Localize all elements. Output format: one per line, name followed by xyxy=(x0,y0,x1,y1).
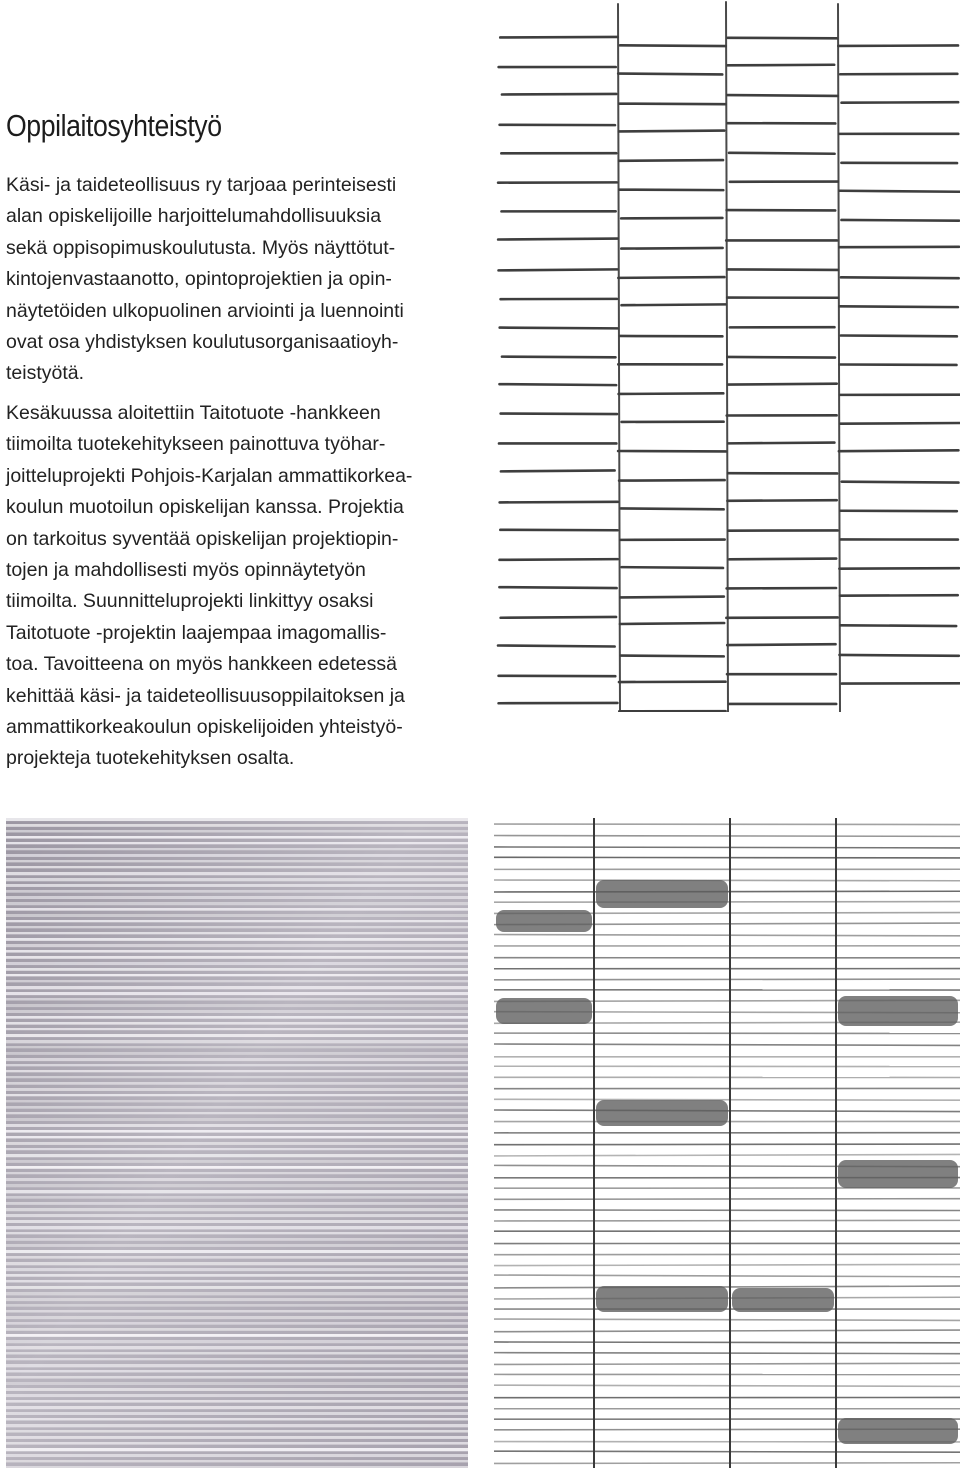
shaded-band xyxy=(496,910,592,932)
texture-stripe xyxy=(6,1076,468,1078)
texture-stripe xyxy=(6,1406,468,1409)
sketch-stroke xyxy=(728,65,834,66)
sketch-stroke xyxy=(494,1451,960,1452)
texture-stripe xyxy=(6,1292,468,1295)
text-line: tojen ja mahdollisesti myös opinnäytetyön xyxy=(6,559,366,582)
text-line: sekä oppisopimuskoulutusta. Myös näyttötut- xyxy=(6,236,396,259)
sketch-stroke xyxy=(494,1044,960,1045)
sketch-stroke xyxy=(840,191,960,192)
sketch-stroke xyxy=(501,470,615,471)
texture-stripe xyxy=(6,974,468,976)
texture-stripe xyxy=(6,926,468,928)
texture-stripe xyxy=(6,1442,468,1445)
page-title: Oppilaitosyhteistyö xyxy=(6,108,222,143)
sketch-stroke xyxy=(841,625,956,626)
texture-stripe xyxy=(6,1370,468,1372)
texture-stripe xyxy=(6,872,468,875)
sketch-stroke xyxy=(494,1363,960,1364)
texture-stripe xyxy=(6,1352,468,1355)
texture-stripe xyxy=(6,854,468,857)
texture-stripe xyxy=(6,1334,468,1337)
sketch-stroke xyxy=(621,248,722,249)
texture-stripe xyxy=(6,938,468,941)
texture-stripe xyxy=(6,968,468,971)
texture-stripe xyxy=(6,1016,468,1019)
texture-stripe xyxy=(6,998,468,1001)
texture-stripe xyxy=(6,1082,468,1085)
texture-stripe xyxy=(6,1028,468,1030)
sketch-stroke xyxy=(728,269,838,270)
text-line: on tarkoitus syventää opiskelijan projektiopin- xyxy=(6,527,399,550)
texture-stripe xyxy=(6,950,468,953)
text-line: kintojenvastaanotto, opintoprojektien ja opin- xyxy=(6,268,392,291)
texture-stripe xyxy=(6,1286,468,1289)
sketch-stroke xyxy=(498,239,618,240)
sketch-stroke xyxy=(621,508,724,509)
texture-stripe xyxy=(6,1412,468,1415)
sketch-stroke xyxy=(839,568,959,569)
sketch-stroke xyxy=(727,644,835,645)
texture-stripe xyxy=(6,1298,468,1301)
texture-stripe xyxy=(6,896,468,899)
texture-stripe xyxy=(6,1064,468,1066)
texture-stripe xyxy=(6,1172,468,1174)
texture-stripe xyxy=(6,1268,468,1271)
texture-stripe xyxy=(6,1322,468,1325)
text-line: tiimoilta. Suunnitteluprojekti linkittyy osaksi xyxy=(6,590,374,613)
texture-stripe xyxy=(6,962,468,965)
texture-stripe xyxy=(6,1340,468,1343)
sketch-stroke xyxy=(494,1099,960,1100)
shaded-sketch xyxy=(494,818,960,1468)
texture-stripe xyxy=(6,944,468,947)
text-line: Käsi- ja taideteollisuus ry tarjoaa perinteisesti xyxy=(6,174,397,196)
texture-stripe xyxy=(6,890,468,893)
sketch-stroke xyxy=(494,1385,960,1386)
sketch-stroke xyxy=(728,384,837,385)
sketch-stroke xyxy=(500,502,618,503)
texture-stripe xyxy=(6,956,468,959)
sketch-stroke xyxy=(494,857,960,858)
shaded-band xyxy=(496,998,592,1024)
text-line: ovat osa yhdistyksen koulutusorganisaatioyh- xyxy=(6,331,399,354)
sketch-stroke xyxy=(621,656,724,657)
sketch-stroke xyxy=(494,1342,960,1343)
sketch-stroke xyxy=(619,393,724,394)
texture-stripe xyxy=(6,1154,468,1157)
text-line: Taitotuote -projektin laajempaa imagomallis- xyxy=(6,621,387,644)
sketch-stroke xyxy=(494,836,960,837)
texture-stripe xyxy=(6,1178,468,1181)
sketch-stroke xyxy=(729,559,836,560)
texture-stripe xyxy=(6,1100,468,1102)
texture-stripe xyxy=(6,1052,468,1055)
texture-stripe xyxy=(6,1070,468,1072)
shaded-band xyxy=(838,1418,958,1444)
sketch-stroke xyxy=(494,1319,960,1320)
texture-stripe xyxy=(6,920,468,922)
sketch-stroke xyxy=(494,1220,960,1221)
texture-stripe xyxy=(6,1148,468,1150)
texture-stripe xyxy=(6,1004,468,1007)
sketch-stroke xyxy=(728,357,835,358)
shaded-band xyxy=(838,1160,958,1188)
texture-stripe xyxy=(6,1448,468,1451)
sketch-stroke xyxy=(500,559,618,560)
sketch-stroke xyxy=(620,45,726,46)
text-line: koulun muotoilun opiskelijan kanssa. Projektia xyxy=(6,496,404,519)
texture-stripe xyxy=(6,1358,468,1360)
sketch-stroke xyxy=(622,304,726,305)
sketch-stroke xyxy=(499,269,618,270)
sketch-stroke xyxy=(501,617,616,618)
texture-stripe xyxy=(6,1058,468,1061)
texture-stripe xyxy=(6,1130,468,1133)
sketch-stroke xyxy=(727,500,836,501)
texture-stripe xyxy=(6,1304,468,1307)
sketch-stroke xyxy=(494,979,960,980)
sketch-stroke xyxy=(841,277,959,278)
texture-stripe xyxy=(6,1274,468,1277)
texture-stripe xyxy=(6,1196,468,1199)
sketch-stroke xyxy=(727,95,837,96)
sketch-stroke xyxy=(842,482,959,483)
sketch-stroke xyxy=(502,357,615,358)
sketch-stroke xyxy=(840,423,959,424)
texture-stripe xyxy=(6,1034,468,1037)
texture-stripe xyxy=(6,1142,468,1145)
sketch-stroke xyxy=(839,655,958,656)
texture-stripe xyxy=(6,1310,468,1313)
sketch-stroke xyxy=(842,102,959,103)
shaded-sketch-image xyxy=(494,818,960,1468)
sketch-stroke xyxy=(494,1330,960,1332)
texture-stripe xyxy=(6,1226,468,1229)
line-sketch-image xyxy=(494,0,960,712)
sketch-stroke xyxy=(498,646,615,647)
line-sketch-top xyxy=(494,0,960,712)
text-line: kehittää käsi- ja taideteollisuusoppilaitoksen ja xyxy=(6,684,405,707)
sketch-stroke xyxy=(619,160,723,161)
sketch-stroke xyxy=(494,1463,960,1464)
text-line: toa. Tavoitteena on myös hankkeen edetessä xyxy=(6,653,397,676)
texture-stripe xyxy=(6,1238,468,1241)
texture-stripe xyxy=(6,1124,468,1127)
texture-stripe xyxy=(6,1166,468,1169)
texture-stripe xyxy=(6,1232,468,1234)
texture-stripe xyxy=(6,842,468,844)
texture-stripe xyxy=(6,818,468,821)
sketch-stroke xyxy=(494,847,960,848)
texture-stripe xyxy=(6,1040,468,1043)
texture-stripe xyxy=(6,1160,468,1163)
texture-stripe xyxy=(6,1046,468,1048)
text-line: teistyötä. xyxy=(6,362,85,385)
texture-stripe xyxy=(6,1250,468,1253)
sketch-stroke xyxy=(494,1353,960,1354)
sketch-stroke xyxy=(839,450,959,451)
shaded-band xyxy=(596,1286,728,1312)
texture-stripe xyxy=(6,830,468,833)
sketch-stroke xyxy=(619,480,725,481)
texture-stripe xyxy=(6,1088,468,1091)
texture-stripe xyxy=(6,860,468,862)
text-line: ammattikorkeakoulun opiskelijoiden yhteistyö- xyxy=(6,716,403,739)
sketch-stroke xyxy=(494,880,960,881)
sketch-stroke xyxy=(500,37,617,38)
sketch-stroke xyxy=(494,1154,960,1155)
shaded-band xyxy=(596,880,728,908)
sketch-stroke xyxy=(499,587,616,588)
texture-stripe xyxy=(6,1418,468,1420)
texture-stripe xyxy=(6,836,468,839)
sketch-stroke xyxy=(619,131,724,132)
sketch-stroke xyxy=(840,595,958,596)
shaded-band xyxy=(838,996,958,1026)
texture-stripe xyxy=(6,1346,468,1349)
texture-stripe xyxy=(6,1328,468,1331)
texture-stripe xyxy=(6,824,468,827)
texture-stripe xyxy=(6,878,468,881)
sketch-stroke xyxy=(494,1264,960,1265)
texture-stripe xyxy=(6,1400,468,1403)
text-line: joitteluprojekti Pohjois-Karjalan ammattikorkea- xyxy=(6,464,413,487)
texture-stripe xyxy=(6,1136,468,1138)
texture-stripe xyxy=(6,932,468,934)
texture-stripe xyxy=(6,1112,468,1114)
sketch-stroke xyxy=(838,45,958,46)
text-line: projekteja tuotekehityksen osalta. xyxy=(6,747,295,770)
striped-texture xyxy=(6,818,468,1468)
texture-stripe xyxy=(6,986,468,989)
texture-stripe xyxy=(6,1202,468,1205)
sketch-stroke xyxy=(494,1286,960,1288)
paragraph-project xyxy=(6,398,476,775)
texture-stripe xyxy=(6,1106,468,1109)
striped-texture-image xyxy=(6,818,468,1468)
texture-stripe xyxy=(6,1382,468,1385)
sketch-stroke xyxy=(841,335,957,336)
sketch-stroke xyxy=(728,443,834,444)
texture-stripe xyxy=(6,1316,468,1319)
texture-stripe xyxy=(6,1460,468,1462)
sketch-stroke xyxy=(499,384,616,385)
sketch-stroke xyxy=(622,567,723,568)
texture-stripe xyxy=(6,848,468,850)
sketch-stroke xyxy=(494,1275,960,1277)
texture-stripe xyxy=(6,1262,468,1265)
texture-stripe xyxy=(6,884,468,887)
texture-stripe xyxy=(6,1454,468,1457)
texture-stripe xyxy=(6,1256,468,1259)
texture-stripe xyxy=(6,1244,468,1247)
texture-stripe xyxy=(6,908,468,911)
sketch-stroke xyxy=(494,1144,960,1145)
sketch-stroke xyxy=(500,328,618,329)
texture-stripe xyxy=(6,1208,468,1211)
sketch-stroke xyxy=(618,74,722,75)
texture-stripe xyxy=(6,1430,468,1433)
texture-stripe xyxy=(6,1424,468,1427)
sketch-stroke xyxy=(620,623,724,624)
texture-stripe xyxy=(6,1190,468,1193)
sketch-stroke xyxy=(494,935,960,936)
texture-stripe xyxy=(6,1022,468,1025)
texture-stripe xyxy=(6,1280,468,1282)
texture-stripe xyxy=(6,1118,468,1121)
texture-stripe xyxy=(6,1010,468,1013)
texture-stripe xyxy=(6,1388,468,1391)
texture-stripe xyxy=(6,980,468,982)
texture-stripe xyxy=(6,1220,468,1223)
text-line: Kesäkuussa aloitettiin Taitotuote -hankkeen xyxy=(6,402,381,424)
text-line: näytetöiden ulkopuolinen arviointi ja luennointi xyxy=(6,299,404,322)
texture-stripe xyxy=(6,914,468,917)
texture-stripe xyxy=(6,866,468,868)
text-line: tiimoilta tuotekehitykseen painottuva työhar- xyxy=(6,433,386,456)
texture-stripe xyxy=(6,1376,468,1379)
texture-stripe xyxy=(6,992,468,995)
texture-stripe xyxy=(6,1364,468,1367)
texture-stripe xyxy=(6,1184,468,1187)
sketch-stroke xyxy=(728,38,837,39)
shaded-band xyxy=(732,1288,834,1312)
texture-stripe xyxy=(6,902,468,905)
texture-stripe xyxy=(6,1436,468,1439)
sketch-stroke xyxy=(841,220,959,221)
sketch-stroke xyxy=(494,1199,960,1200)
sketch-stroke xyxy=(620,597,723,598)
sketch-stroke xyxy=(619,104,725,105)
texture-stripe xyxy=(6,1394,468,1397)
text-line: alan opiskelijoille harjoittelumahdollisuuksia xyxy=(6,205,382,228)
sketch-stroke xyxy=(618,277,724,278)
shaded-band xyxy=(596,1100,728,1126)
sketch-stroke xyxy=(502,94,616,95)
paragraph-intro xyxy=(6,170,476,390)
texture-stripe xyxy=(6,1214,468,1217)
sketch-stroke xyxy=(729,153,834,154)
texture-stripe xyxy=(6,1094,468,1096)
sketch-stroke xyxy=(494,1210,960,1211)
sketch-stroke xyxy=(840,306,958,307)
